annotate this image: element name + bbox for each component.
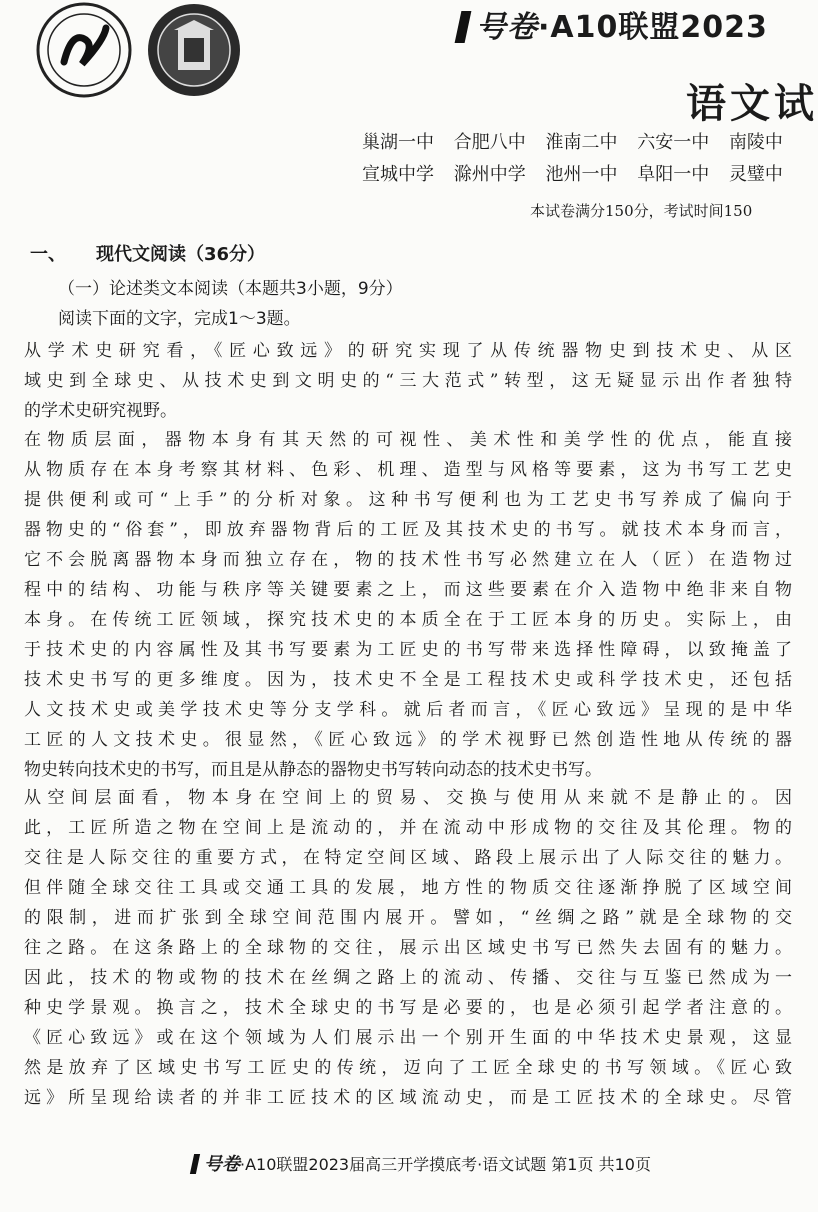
text-line: 交往是人际交往的重要方式，在特定空间区域、路段上展示出了人际交往的魅力。 xyxy=(24,848,792,868)
header-title-text: ·A10联盟2023 xyxy=(538,10,768,45)
school-name: 宣城中学 xyxy=(362,164,434,185)
text-line: 远》所呈现给读者的并非工匠技术的区域流动史，而是工匠技术的全球史。尽管 xyxy=(24,1088,792,1108)
text-line: 从学术史研究看，《匠心致远》的研究实现了从传统器物史到技术史、从区 xyxy=(24,341,792,361)
text-line: 器物史的“俗套”，即放弃器物背后的工匠及其技术史的书写。就技术本身而言， xyxy=(24,520,792,540)
exam-header-title xyxy=(458,2,768,46)
reading-instruction: 阅读下面的文字，完成1～3题。 xyxy=(58,309,301,329)
passage-paragraph-3 xyxy=(24,783,792,1113)
text-line: 程中的结构、功能与秩序等关键要素之上，而这些要素在介入造物中绝非来自物 xyxy=(24,580,792,600)
page-footer xyxy=(192,1150,651,1176)
school-name: 阜阳一中 xyxy=(637,164,710,185)
school-logo-left xyxy=(34,0,134,100)
text-line: 的学术史研究视野。 xyxy=(24,401,177,421)
header-brand: 号卷 xyxy=(476,10,538,45)
exam-info: 本试卷满分150分，考试时间150 xyxy=(530,202,753,220)
school-name: 淮南二中 xyxy=(545,132,618,153)
subject-title: 语文试 xyxy=(686,80,818,127)
footer-brand: 号卷 xyxy=(204,1154,240,1175)
school-name: 六安一中 xyxy=(637,132,710,153)
text-line: 然是放弃了区域史书写工匠史的传统，迈向了工匠全球史的书写领域。《匠心致 xyxy=(24,1058,792,1078)
school-name: 合肥八中 xyxy=(453,132,526,153)
text-line: 种史学景观。换言之，技术全球史的书写是必要的，也是必须引起学者注意的。 xyxy=(24,998,792,1018)
text-line: 工匠的人文技术史。很显然，《匠心致远》的学术视野已然创造性地从传统的器 xyxy=(24,730,792,750)
page-total: 共10页 xyxy=(598,1155,651,1174)
text-line: 技术史书写的更多维度。因为，技术史不全是工程技术史或科学技术史，还包括 xyxy=(24,670,792,690)
text-line: 它不会脱离器物本身而独立存在，物的技术性书写必然建立在人（匠）在造物过 xyxy=(24,550,792,570)
text-line: 于技术史的内容属性及其书写要素为工匠史的书写带来选择性障碍，以致掩盖了 xyxy=(24,640,792,660)
section-title: 现代文阅读（36分） xyxy=(96,244,266,265)
section-heading xyxy=(30,240,265,266)
schools-row-2 xyxy=(362,160,797,186)
footer-text: ·A10联盟2023届高三开学摸底考·语文试题 xyxy=(240,1155,547,1174)
section-number: 一、 xyxy=(30,244,66,265)
text-line: 的限制，进而扩张到全球空间范围内展开。譬如，“丝绸之路”就是全球物的交 xyxy=(24,908,792,928)
school-logo-right xyxy=(144,0,244,100)
school-name: 池州一中 xyxy=(545,164,618,185)
text-line: 在物质层面，器物本身有其天然的可视性、美术性和美学性的优点，能直接 xyxy=(24,430,792,450)
text-line: 人文技术史或美学技术史等分支学科。就后者而言，《匠心致远》呈现的是中华 xyxy=(24,700,792,720)
passage-paragraph-2 xyxy=(24,425,792,785)
brand-slash-icon xyxy=(455,11,472,43)
school-name: 南陵中 xyxy=(728,132,783,153)
text-line: 从物质存在本身考察其材料、色彩、机理、造型与风格等要素，这为书写工艺史 xyxy=(24,460,792,480)
passage-paragraph-1 xyxy=(24,336,792,426)
brand-slash-icon xyxy=(190,1154,200,1174)
text-line: 物史转向技术史的书写，而且是从静态的器物史书写转向动态的技术史书写。 xyxy=(24,760,602,780)
text-line: 域史到全球史、从技术史到文明史的“三大范式”转型，这无疑显示出作者独特 xyxy=(24,371,792,391)
schools-row-1 xyxy=(362,128,797,154)
text-line: 提供便利或可“上手”的分析对象。这种书写便利也为工艺史书写养成了偏向于 xyxy=(24,490,792,510)
school-name: 巢湖一中 xyxy=(362,132,434,153)
text-line: 此，工匠所造之物在空间上是流动的，并在流动中形成物的交往及其伦理。物的 xyxy=(24,818,792,838)
text-line: 因此，技术的物或物的技术在丝绸之路上的流动、传播、交往与互鉴已然成为一 xyxy=(24,968,792,988)
text-line: 从空间层面看，物本身在空间上的贸易、交换与使用从来就不是静止的。因 xyxy=(24,788,792,808)
page-number: 第1页 xyxy=(551,1155,594,1174)
text-line: 往之路。在这条路上的全球物的交往，展示出区域史书写已然失去固有的魅力。 xyxy=(24,938,792,958)
text-line: 本身。在传统工匠领域，探究技术史的本质全在于工匠本身的历史。实际上，由 xyxy=(24,610,792,630)
school-name: 滁州中学 xyxy=(453,164,526,185)
school-name: 灵璧中 xyxy=(728,164,783,185)
text-line: 《匠心致远》或在这个领域为人们展示出一个别开生面的中华技术史景观，这显 xyxy=(24,1028,792,1048)
subsection-title: （一）论述类文本阅读（本题共3小题，9分） xyxy=(58,279,403,299)
text-line: 但伴随全球交往工具或交通工具的发展，地方性的物质交往逐渐挣脱了区域空间 xyxy=(24,878,792,898)
